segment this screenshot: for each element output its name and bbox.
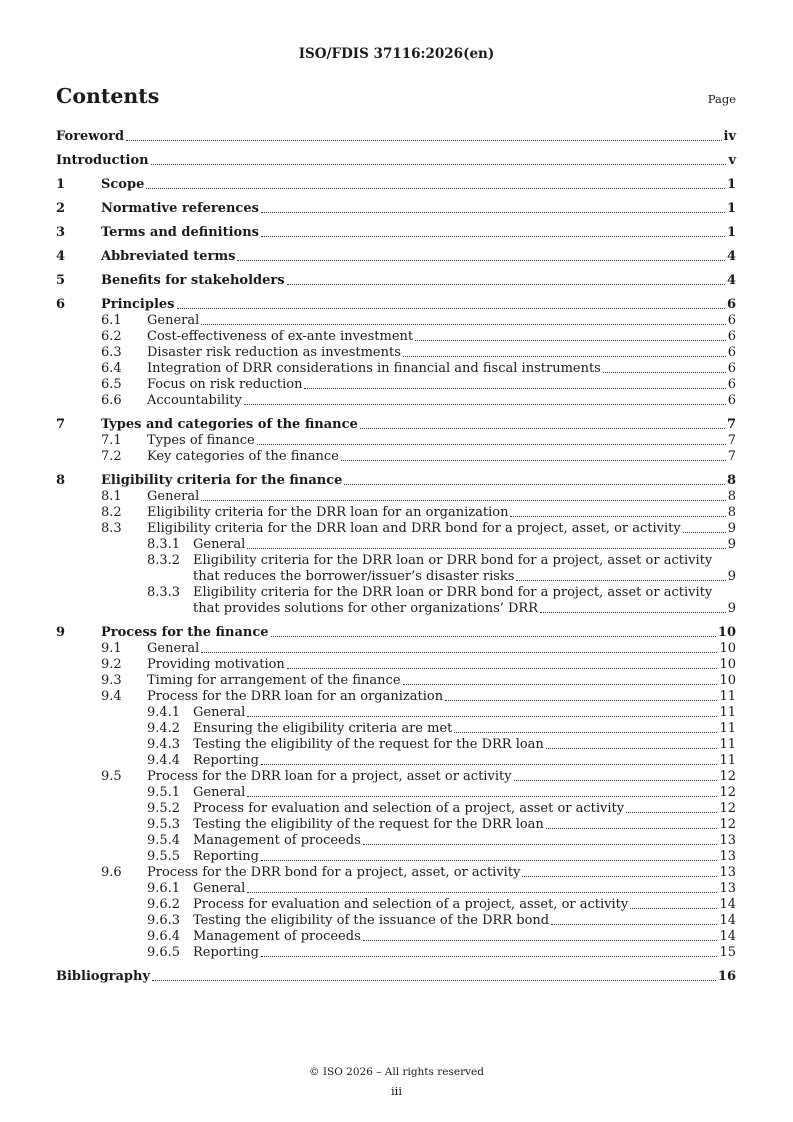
toc-entry[interactable] xyxy=(56,224,736,241)
toc-entry[interactable] xyxy=(56,361,736,377)
toc-entry-title: Reporting xyxy=(193,849,259,864)
dot-leader xyxy=(247,892,717,893)
toc-entry-number: 9.5 xyxy=(101,769,122,784)
toc-entry-title: Scope xyxy=(101,177,145,192)
toc-entry[interactable] xyxy=(56,345,736,361)
toc-entry-page: 10 xyxy=(719,673,736,688)
toc-entry[interactable] xyxy=(56,200,736,217)
toc-entry[interactable] xyxy=(56,833,736,849)
toc-entry-number: 6.1 xyxy=(101,313,122,328)
toc-entry-title: Foreword xyxy=(56,129,125,144)
toc-entry[interactable] xyxy=(56,296,736,313)
dot-leader xyxy=(237,260,725,261)
dot-leader xyxy=(341,460,726,461)
toc-entry-number: 8.3 xyxy=(101,521,122,536)
toc-entry-number: 8 xyxy=(56,473,66,488)
dot-leader xyxy=(201,324,725,325)
dot-leader xyxy=(261,764,718,765)
dot-leader xyxy=(403,684,718,685)
dot-leader xyxy=(126,140,721,141)
toc-entry-page: 8 xyxy=(727,505,736,520)
toc-entry-number: 9.2 xyxy=(101,657,122,672)
toc-entry-title: Eligibility criteria for the finance xyxy=(101,473,343,488)
toc-entry[interactable] xyxy=(56,152,736,169)
copyright-footer: © ISO 2026 – All rights reserved xyxy=(309,1066,484,1078)
toc-entry-title: Eligibility criteria for the DRR loan for an organization xyxy=(147,505,509,520)
toc-entry[interactable] xyxy=(56,849,736,865)
toc-entry-title: Abbreviated terms xyxy=(101,249,236,264)
toc-entry-page: iv xyxy=(723,129,736,144)
toc-entry[interactable] xyxy=(56,737,736,753)
toc-entry[interactable] xyxy=(56,817,736,833)
table-of-contents xyxy=(56,128,736,985)
toc-entry-page: 15 xyxy=(719,945,736,960)
dot-leader xyxy=(546,748,718,749)
toc-entry-number: 9.6.5 xyxy=(147,945,181,960)
dot-leader xyxy=(363,940,718,941)
dot-leader xyxy=(363,844,718,845)
toc-entry[interactable] xyxy=(56,673,736,689)
toc-entry-page: 9 xyxy=(727,569,736,584)
toc-entry[interactable] xyxy=(56,657,736,673)
toc-entry-number: 9.6.2 xyxy=(147,897,181,912)
toc-entry-title: Key categories of the finance xyxy=(147,449,339,464)
dot-leader xyxy=(603,372,726,373)
toc-entry-title: Process for evaluation and selection of a project, asset or activity xyxy=(193,801,625,816)
toc-entry-title: General xyxy=(193,705,246,720)
toc-entry-title: Process for evaluation and selection of a project, asset, or activity xyxy=(193,897,629,912)
toc-entry[interactable] xyxy=(56,897,736,913)
toc-entry-title: Testing the eligibility of the issuance of the DRR bond xyxy=(193,913,550,928)
dot-leader xyxy=(454,732,717,733)
toc-entry-title: Eligibility criteria for the DRR loan or DRR bond for a project, asset or activity xyxy=(193,553,713,568)
dot-leader xyxy=(626,812,717,813)
toc-entry-number: 6.4 xyxy=(101,361,122,376)
toc-entry-title: Eligibility criteria for the DRR loan or DRR bond for a project, asset or activity xyxy=(193,585,713,600)
toc-entry[interactable] xyxy=(56,705,736,721)
dot-leader xyxy=(546,828,718,829)
toc-entry-number: 9.5.4 xyxy=(147,833,181,848)
dot-leader xyxy=(261,860,718,861)
toc-entry-title: Ensuring the eligibility criteria are met xyxy=(193,721,453,736)
toc-entry-page: 8 xyxy=(726,473,736,488)
toc-entry-page: 1 xyxy=(726,201,736,216)
toc-entry-title: Providing motivation xyxy=(147,657,285,672)
toc-entry[interactable] xyxy=(56,785,736,801)
toc-entry-page: 6 xyxy=(727,361,736,376)
toc-entry-continuation[interactable] xyxy=(56,601,736,617)
toc-entry-page: 7 xyxy=(727,433,736,448)
dot-leader xyxy=(522,876,717,877)
toc-entry-page: 6 xyxy=(727,393,736,408)
document-id-header: ISO/FDIS 37116:2026(en) xyxy=(298,46,495,62)
toc-entry[interactable] xyxy=(56,689,736,705)
toc-entry-number: 9.6 xyxy=(101,865,122,880)
toc-entry-page: 14 xyxy=(719,929,736,944)
toc-entry-number: 2 xyxy=(56,201,66,216)
toc-entry[interactable] xyxy=(56,881,736,897)
toc-entry-title-continued: that provides solutions for other organizations’ DRR xyxy=(193,601,539,616)
dot-leader xyxy=(247,716,717,717)
toc-entry-page: 11 xyxy=(719,705,736,720)
toc-entry-number: 6.3 xyxy=(101,345,122,360)
toc-entry-page: 9 xyxy=(727,521,736,536)
toc-entry-title: Management of proceeds xyxy=(193,833,361,848)
toc-entry-number: 8.3.3 xyxy=(147,585,181,600)
dot-leader xyxy=(152,980,716,981)
toc-entry[interactable] xyxy=(56,929,736,945)
toc-entry[interactable] xyxy=(56,176,736,193)
toc-entry[interactable] xyxy=(56,329,736,345)
toc-entry-page: 13 xyxy=(719,833,736,848)
toc-entry-page: 1 xyxy=(726,177,736,192)
toc-entry-number: 9.4.2 xyxy=(147,721,181,736)
dot-leader xyxy=(287,284,725,285)
toc-entry[interactable] xyxy=(56,753,736,769)
toc-entry[interactable] xyxy=(56,489,736,505)
toc-entry-number: 9.5.2 xyxy=(147,801,181,816)
toc-entry-number: 9.3 xyxy=(101,673,122,688)
toc-entry-page: 11 xyxy=(719,753,736,768)
page-title: Contents xyxy=(56,84,160,108)
toc-entry-number: 9.4.1 xyxy=(147,705,181,720)
dot-leader xyxy=(247,548,725,549)
toc-entry-title: Timing for arrangement of the finance xyxy=(147,673,401,688)
toc-entry-title: Principles xyxy=(101,297,175,312)
toc-entry[interactable] xyxy=(56,433,736,449)
toc-entry[interactable] xyxy=(56,313,736,329)
toc-entry-number: 6 xyxy=(56,297,66,312)
toc-entry[interactable] xyxy=(56,624,736,641)
toc-entry-number: 9.6.3 xyxy=(147,913,181,928)
toc-entry-page: 10 xyxy=(719,657,736,672)
toc-entry-page: 12 xyxy=(719,801,736,816)
dot-leader xyxy=(514,780,718,781)
toc-entry-number: 7 xyxy=(56,417,66,432)
toc-entry[interactable] xyxy=(56,553,736,569)
toc-entry-page: 1 xyxy=(726,225,736,240)
dot-leader xyxy=(445,700,717,701)
toc-entry[interactable] xyxy=(56,913,736,929)
dot-leader xyxy=(257,444,726,445)
page-number: iii xyxy=(390,1084,403,1098)
toc-entry-number: 9.4.4 xyxy=(147,753,181,768)
toc-entry-title: Testing the eligibility of the request for the DRR loan xyxy=(193,817,544,832)
dot-leader xyxy=(247,796,717,797)
toc-entry[interactable] xyxy=(56,721,736,737)
toc-entry-title: Bibliography xyxy=(56,969,151,984)
dot-leader xyxy=(516,580,725,581)
toc-entry-page: 6 xyxy=(727,377,736,392)
dot-leader xyxy=(551,924,717,925)
toc-entry[interactable] xyxy=(56,393,736,409)
toc-entry-page: 10 xyxy=(719,641,736,656)
toc-entry[interactable] xyxy=(56,769,736,785)
toc-entry-title: General xyxy=(193,881,246,896)
toc-entry-number: 6.6 xyxy=(101,393,122,408)
toc-entry[interactable] xyxy=(56,128,736,145)
toc-entry-number: 7.2 xyxy=(101,449,122,464)
toc-entry-number: 4 xyxy=(56,249,66,264)
toc-entry-page: 10 xyxy=(717,625,736,640)
toc-entry-number: 3 xyxy=(56,225,66,240)
toc-entry-page: 9 xyxy=(727,537,736,552)
toc-entry-page: 13 xyxy=(719,865,736,880)
toc-entry[interactable] xyxy=(56,968,736,985)
toc-entry-page: 4 xyxy=(726,273,736,288)
toc-entry-number: 6.5 xyxy=(101,377,122,392)
toc-entry[interactable] xyxy=(56,377,736,393)
toc-entry-number: 8.3.2 xyxy=(147,553,181,568)
toc-entry[interactable] xyxy=(56,945,736,961)
toc-entry-title: Terms and definitions xyxy=(101,225,259,240)
toc-entry-page: 11 xyxy=(719,689,736,704)
toc-entry-title: Eligibility criteria for the DRR loan and DRR bond for a project, asset, or activity xyxy=(147,521,681,536)
dot-leader xyxy=(201,652,717,653)
dot-leader xyxy=(360,428,725,429)
toc-entry[interactable] xyxy=(56,272,736,289)
toc-entry-number: 9 xyxy=(56,625,66,640)
toc-entry-title: Process for the DRR loan for a project, asset or activity xyxy=(147,769,512,784)
toc-entry-title: Types of finance xyxy=(147,433,255,448)
toc-entry-number: 9.5.5 xyxy=(147,849,181,864)
dot-leader xyxy=(261,212,725,213)
toc-entry-number: 9.4.3 xyxy=(147,737,181,752)
toc-entry-page: 6 xyxy=(727,329,736,344)
dot-leader xyxy=(403,356,726,357)
toc-entry-page: 6 xyxy=(727,345,736,360)
toc-entry-title: Introduction xyxy=(56,153,149,168)
toc-entry-title: Focus on risk reduction xyxy=(147,377,303,392)
dot-leader xyxy=(271,636,716,637)
toc-entry-title: Accountability xyxy=(147,393,242,408)
toc-entry-title-continued: that reduces the borrower/issuer’s disaster risks xyxy=(193,569,515,584)
toc-entry-title: General xyxy=(193,537,246,552)
toc-entry-page: v xyxy=(728,153,736,168)
toc-entry-title: Reporting xyxy=(193,945,259,960)
toc-entry-title: Types and categories of the finance xyxy=(101,417,358,432)
dot-leader xyxy=(683,532,726,533)
toc-entry[interactable] xyxy=(56,248,736,265)
toc-entry-number: 9.5.1 xyxy=(147,785,181,800)
toc-entry-page: 14 xyxy=(719,897,736,912)
dot-leader xyxy=(146,188,725,189)
toc-entry[interactable] xyxy=(56,505,736,521)
toc-entry-page: 14 xyxy=(719,913,736,928)
toc-entry-title: General xyxy=(147,489,200,504)
toc-entry-title: Process for the DRR loan for an organization xyxy=(147,689,444,704)
dot-leader xyxy=(151,164,727,165)
toc-entry[interactable] xyxy=(56,521,736,537)
toc-entry-number: 8.2 xyxy=(101,505,122,520)
toc-entry[interactable] xyxy=(56,585,736,601)
toc-entry-page: 11 xyxy=(719,737,736,752)
toc-entry-page: 9 xyxy=(727,601,736,616)
toc-entry-title: Disaster risk reduction as investments xyxy=(147,345,401,360)
toc-entry-number: 6.2 xyxy=(101,329,122,344)
toc-entry-page: 12 xyxy=(719,817,736,832)
dot-leader xyxy=(304,388,725,389)
toc-entry-number: 9.4 xyxy=(101,689,122,704)
toc-entry-page: 7 xyxy=(727,449,736,464)
toc-entry[interactable] xyxy=(56,416,736,433)
toc-entry-page: 16 xyxy=(717,969,736,984)
toc-entry-number: 9.6.4 xyxy=(147,929,181,944)
toc-entry-title: Normative references xyxy=(101,201,259,216)
dot-leader xyxy=(261,236,725,237)
toc-entry-page: 6 xyxy=(726,297,736,312)
toc-entry-continuation[interactable] xyxy=(56,569,736,585)
dot-leader xyxy=(261,956,718,957)
toc-entry-page: 11 xyxy=(719,721,736,736)
toc-entry-title: Reporting xyxy=(193,753,259,768)
dot-leader xyxy=(244,404,726,405)
toc-entry-page: 4 xyxy=(726,249,736,264)
toc-entry-title: Benefits for stakeholders xyxy=(101,273,285,288)
dot-leader xyxy=(344,484,725,485)
toc-entry-number: 8.3.1 xyxy=(147,537,181,552)
toc-entry-title: Testing the eligibility of the request for the DRR loan xyxy=(193,737,544,752)
toc-entry-number: 9.1 xyxy=(101,641,122,656)
dot-leader xyxy=(415,340,726,341)
toc-entry-number: 9.6.1 xyxy=(147,881,181,896)
toc-entry[interactable] xyxy=(56,472,736,489)
toc-entry-page: 12 xyxy=(719,769,736,784)
dot-leader xyxy=(510,516,725,517)
toc-entry-page: 7 xyxy=(726,417,736,432)
toc-entry-title: General xyxy=(147,313,200,328)
toc-entry-title: Process for the DRR bond for a project, asset, or activity xyxy=(147,865,521,880)
toc-entry-title: General xyxy=(193,785,246,800)
dot-leader xyxy=(177,308,725,309)
toc-entry-page: 12 xyxy=(719,785,736,800)
dot-leader xyxy=(201,500,725,501)
toc-entry-page: 13 xyxy=(719,881,736,896)
toc-entry-number: 1 xyxy=(56,177,66,192)
toc-entry-title: Process for the finance xyxy=(101,625,269,640)
toc-entry[interactable] xyxy=(56,449,736,465)
toc-entry-title: Integration of DRR considerations in financial and fiscal instruments xyxy=(147,361,601,376)
toc-entry-title: Management of proceeds xyxy=(193,929,361,944)
dot-leader xyxy=(540,612,726,613)
toc-entry-number: 8.1 xyxy=(101,489,122,504)
dot-leader xyxy=(287,668,718,669)
toc-entry-title: Cost-effectiveness of ex-ante investment xyxy=(147,329,414,344)
toc-entry[interactable] xyxy=(56,641,736,657)
toc-entry-number: 5 xyxy=(56,273,66,288)
toc-entry-title: General xyxy=(147,641,200,656)
toc-entry[interactable] xyxy=(56,801,736,817)
toc-entry-page: 8 xyxy=(727,489,736,504)
toc-entry-page: 6 xyxy=(727,313,736,328)
dot-leader xyxy=(630,908,717,909)
toc-entry-number: 9.5.3 xyxy=(147,817,181,832)
toc-entry-page: 13 xyxy=(719,849,736,864)
toc-entry[interactable] xyxy=(56,865,736,881)
page-column-label: Page xyxy=(707,92,736,106)
toc-entry[interactable] xyxy=(56,537,736,553)
toc-entry-number: 7.1 xyxy=(101,433,122,448)
